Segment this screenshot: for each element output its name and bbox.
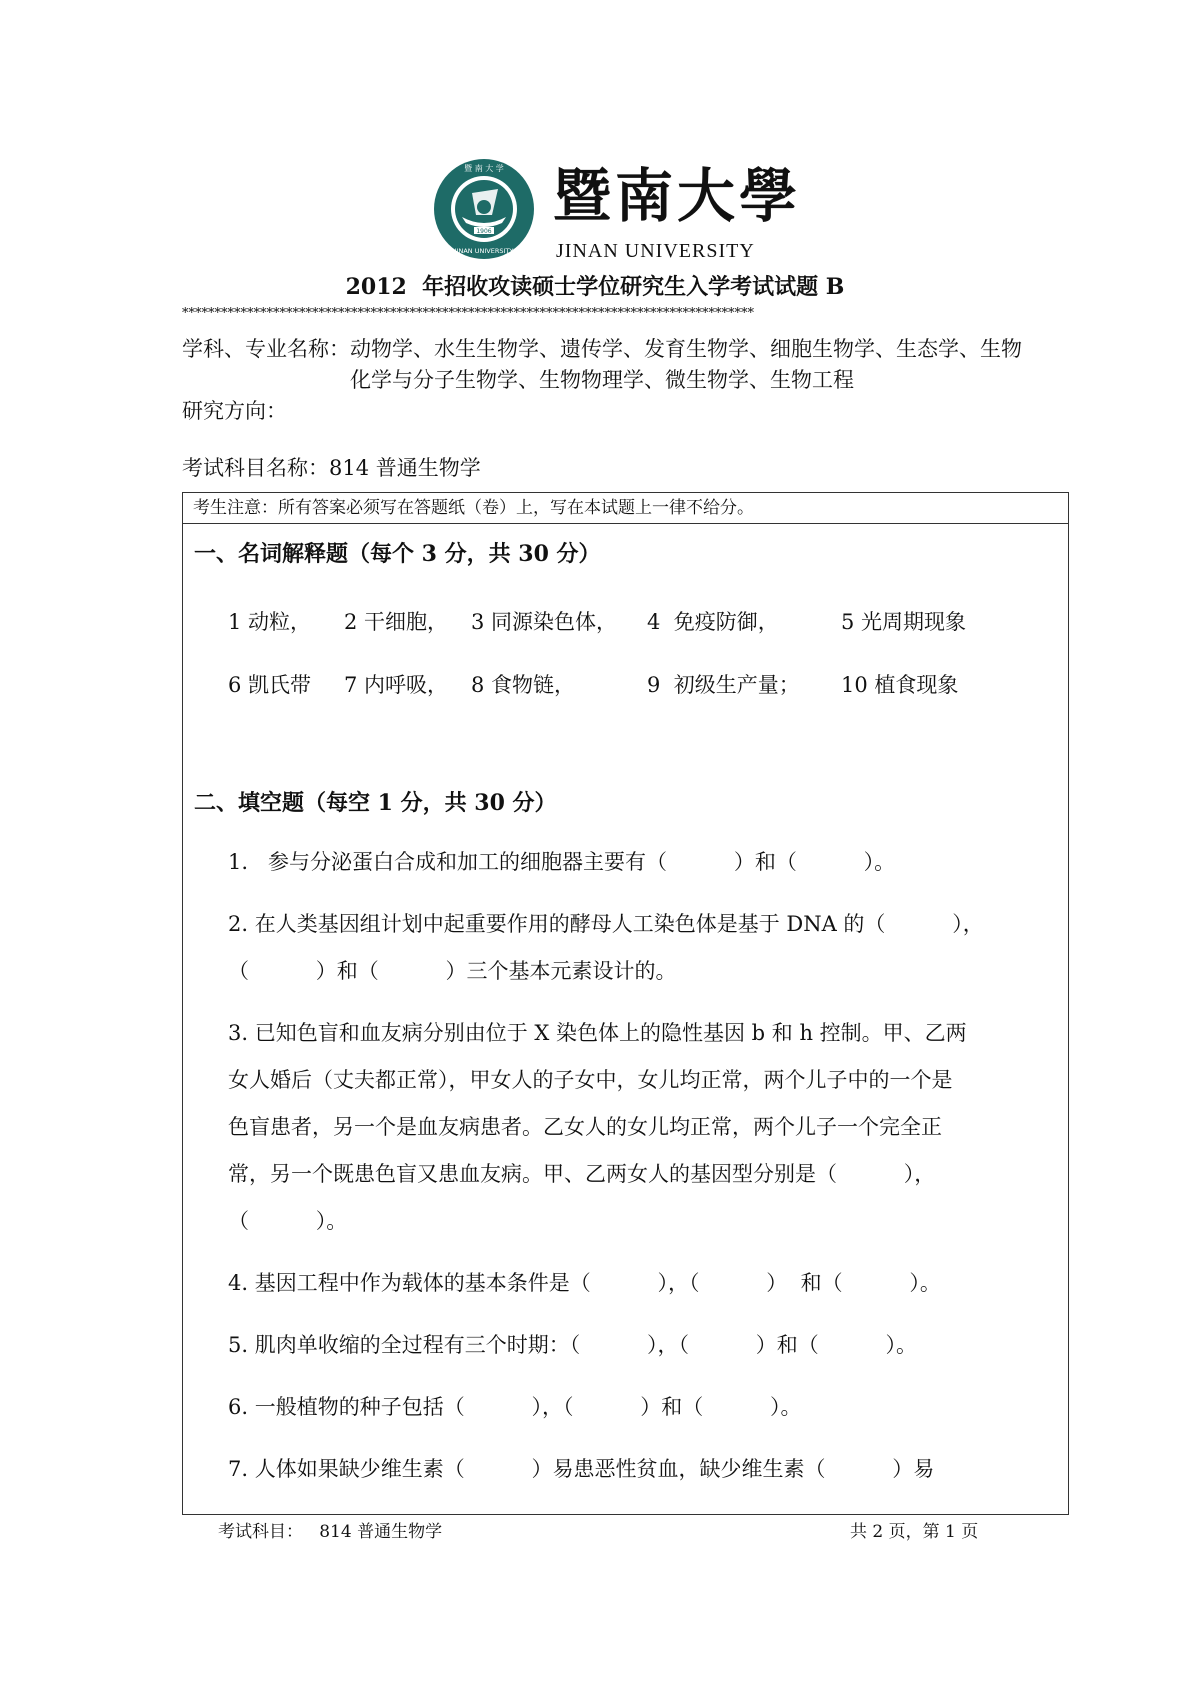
majors-continued: 化学与分子生物学、生物物理学、微生物学、生物工程 xyxy=(350,368,854,392)
research-direction: 研究方向： xyxy=(182,399,287,423)
svg-text:JINAN UNIVERSITY: JINAN UNIVERSITY xyxy=(454,247,514,255)
exam-title: 2012 年招收攻读硕士学位研究生入学考试试题 B xyxy=(345,274,845,300)
section2-heading: 二、填空题（每空 1 分，共 30 分） xyxy=(194,790,557,816)
term: 9 初级生产量； xyxy=(647,673,800,697)
term: 7 内呼吸， xyxy=(344,673,449,697)
exam-body xyxy=(182,492,1069,1549)
question-line: 女人婚后（丈夫都正常），甲女人的子女中，女儿均正常，两个儿子中的一个是 xyxy=(228,1068,953,1092)
notice: 考生注意：所有答案必须写在答题纸（卷）上，写在本试题上一律不给分。 xyxy=(183,493,1068,524)
svg-text:暨 南 大 学: 暨 南 大 学 xyxy=(464,164,504,173)
exam-subject: 考试科目名称：814 普通生物学 xyxy=(182,456,481,480)
term: 4 免疫防御， xyxy=(647,610,779,634)
term: 1 动粒， xyxy=(228,610,312,634)
question-line: 2. 在人类基因组计划中起重要作用的酵母人工染色体是基于 DNA 的（ ）， xyxy=(228,912,984,936)
term: 3 同源染色体， xyxy=(471,610,618,634)
logo-english-name: JINAN UNIVERSITY xyxy=(556,240,755,262)
footer-page-number: 共 2 页，第 1 页 xyxy=(850,1522,979,1542)
page-footer xyxy=(182,1515,1069,1549)
question-line: （ ）和（ ）三个基本元素设计的。 xyxy=(228,959,677,983)
question-line: 5. 肌肉单收缩的全过程有三个时期：（ ），（ ）和（ ）。 xyxy=(228,1333,917,1357)
fill-blank-questions xyxy=(183,839,1068,1493)
question-line: 3. 已知色盲和血友病分别由位于 X 染色体上的隐性基因 b 和 h 控制。甲、乙两 xyxy=(228,1021,967,1045)
university-seal-logo xyxy=(432,157,536,261)
term: 10 植食现象 xyxy=(841,673,959,697)
svg-text:1906: 1906 xyxy=(476,228,492,235)
majors-line: 学科、专业名称：动物学、水生生物学、遗传学、发育生物学、细胞生物学、生态学、生物 xyxy=(182,337,1022,361)
question-line: 6. 一般植物的种子包括（ ），（ ）和（ ）。 xyxy=(228,1395,802,1419)
question-line: 1. 参与分泌蛋白合成和加工的细胞器主要有（ ）和（ ）。 xyxy=(228,850,896,874)
terms-list xyxy=(183,608,1068,699)
question-line: 7. 人体如果缺少维生素（ ）易患恶性贫血，缺少维生素（ ）易 xyxy=(228,1457,935,1481)
question-line: （ ）。 xyxy=(228,1209,348,1233)
term: 8 食物链， xyxy=(471,673,576,697)
section1-heading: 一、名词解释题（每个 3 分，共 30 分） xyxy=(194,541,601,567)
logo-chinese-name: 暨南大學 xyxy=(553,162,802,230)
footer-subject: 考试科目： 814 普通生物学 xyxy=(218,1522,443,1542)
question-line: 4. 基因工程中作为载体的基本条件是（ ），（ ） 和（ ）。 xyxy=(228,1271,941,1295)
question-line: 常，另一个既患色盲又患血友病。甲、乙两女人的基因型分别是（ ）， xyxy=(228,1162,936,1186)
star-divider: **************************************************************************************** xyxy=(182,306,754,321)
question-line: 色盲患者，另一个是血友病患者。乙女人的女儿均正常，两个儿子一个完全正 xyxy=(228,1115,942,1139)
question-box xyxy=(182,492,1069,1515)
term: 6 凯氏带 xyxy=(228,673,312,697)
term: 2 干细胞， xyxy=(344,610,449,634)
term: 5 光周期现象 xyxy=(841,610,967,634)
exam-info xyxy=(182,334,1069,484)
